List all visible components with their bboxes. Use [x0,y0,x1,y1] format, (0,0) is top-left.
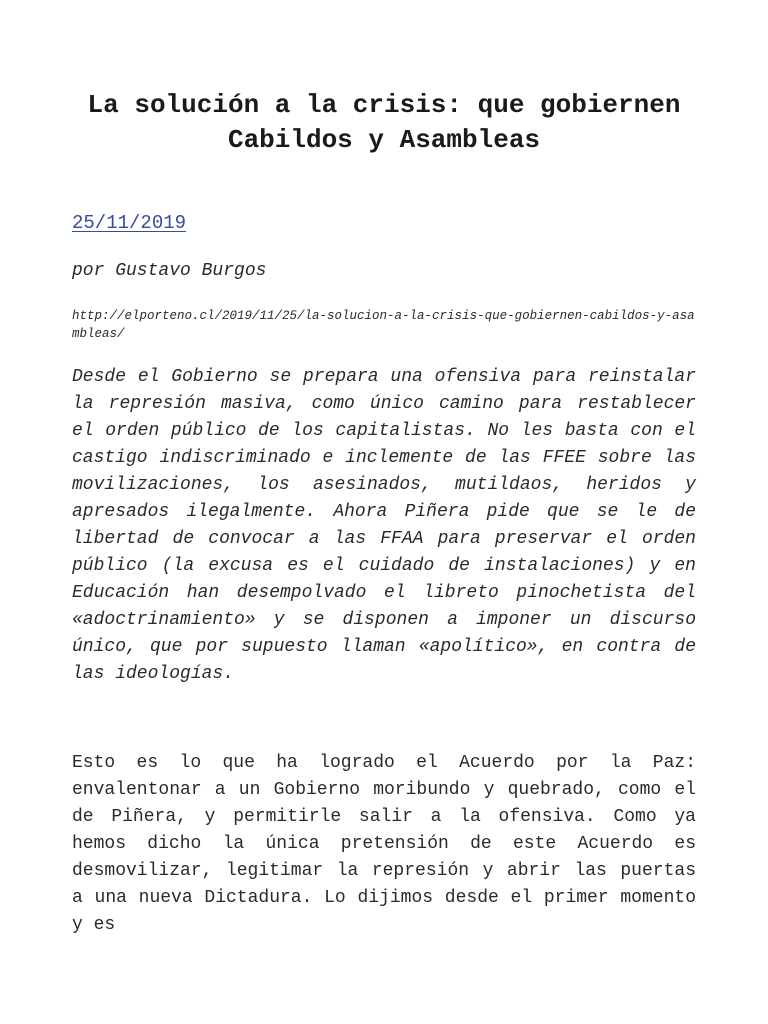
article-date-link[interactable]: 25/11/2019 [72,212,187,234]
article-title: La solución a la crisis: que gobiernen Cabildos y Asambleas [87,90,681,155]
paragraph-2: Esto es lo que ha logrado el Acuerdo por la Paz: envalentonar a un Gobierno moribundo y quebrado, como el de Piñera, y permitirle salir a la ofensiva. Como ya hemos dicho la única pretensión de este Acuerdo es desmovilizar, legitimar la represión y abrir las puertas a una nueva Dictadura. Lo dijimos desde el primer momento y es [72,753,696,935]
paragraph-1: Desde el Gobierno se prepara una ofensiva para reinstalar la represión masiva, como único camino para restablecer el orden público de los capitalistas. No les basta con el castigo indiscriminado e inclemente de las FFEE sobre las movilizaciones, los asesinados, mutildaos, heridos y apresados ilegalmente. Ahora Piñera pide que se le de libertad de convocar a las FFAA para preservar el orden público (la excusa es el cuidado de instalaciones) y en Educación han desempolvado el libreto pinochetista del «adoctrinamiento» y se disponen a imponer un discurso único, que por supuesto llaman «apolítico», en contra de las ideologías. [72,367,696,684]
source-url: http://elporteno.cl/2019/11/25/la-solucion-a-la-crisis-que-gobiernen-cabildos-y-asambleas/ [72,309,695,341]
article-author: por Gustavo Burgos [72,261,267,281]
